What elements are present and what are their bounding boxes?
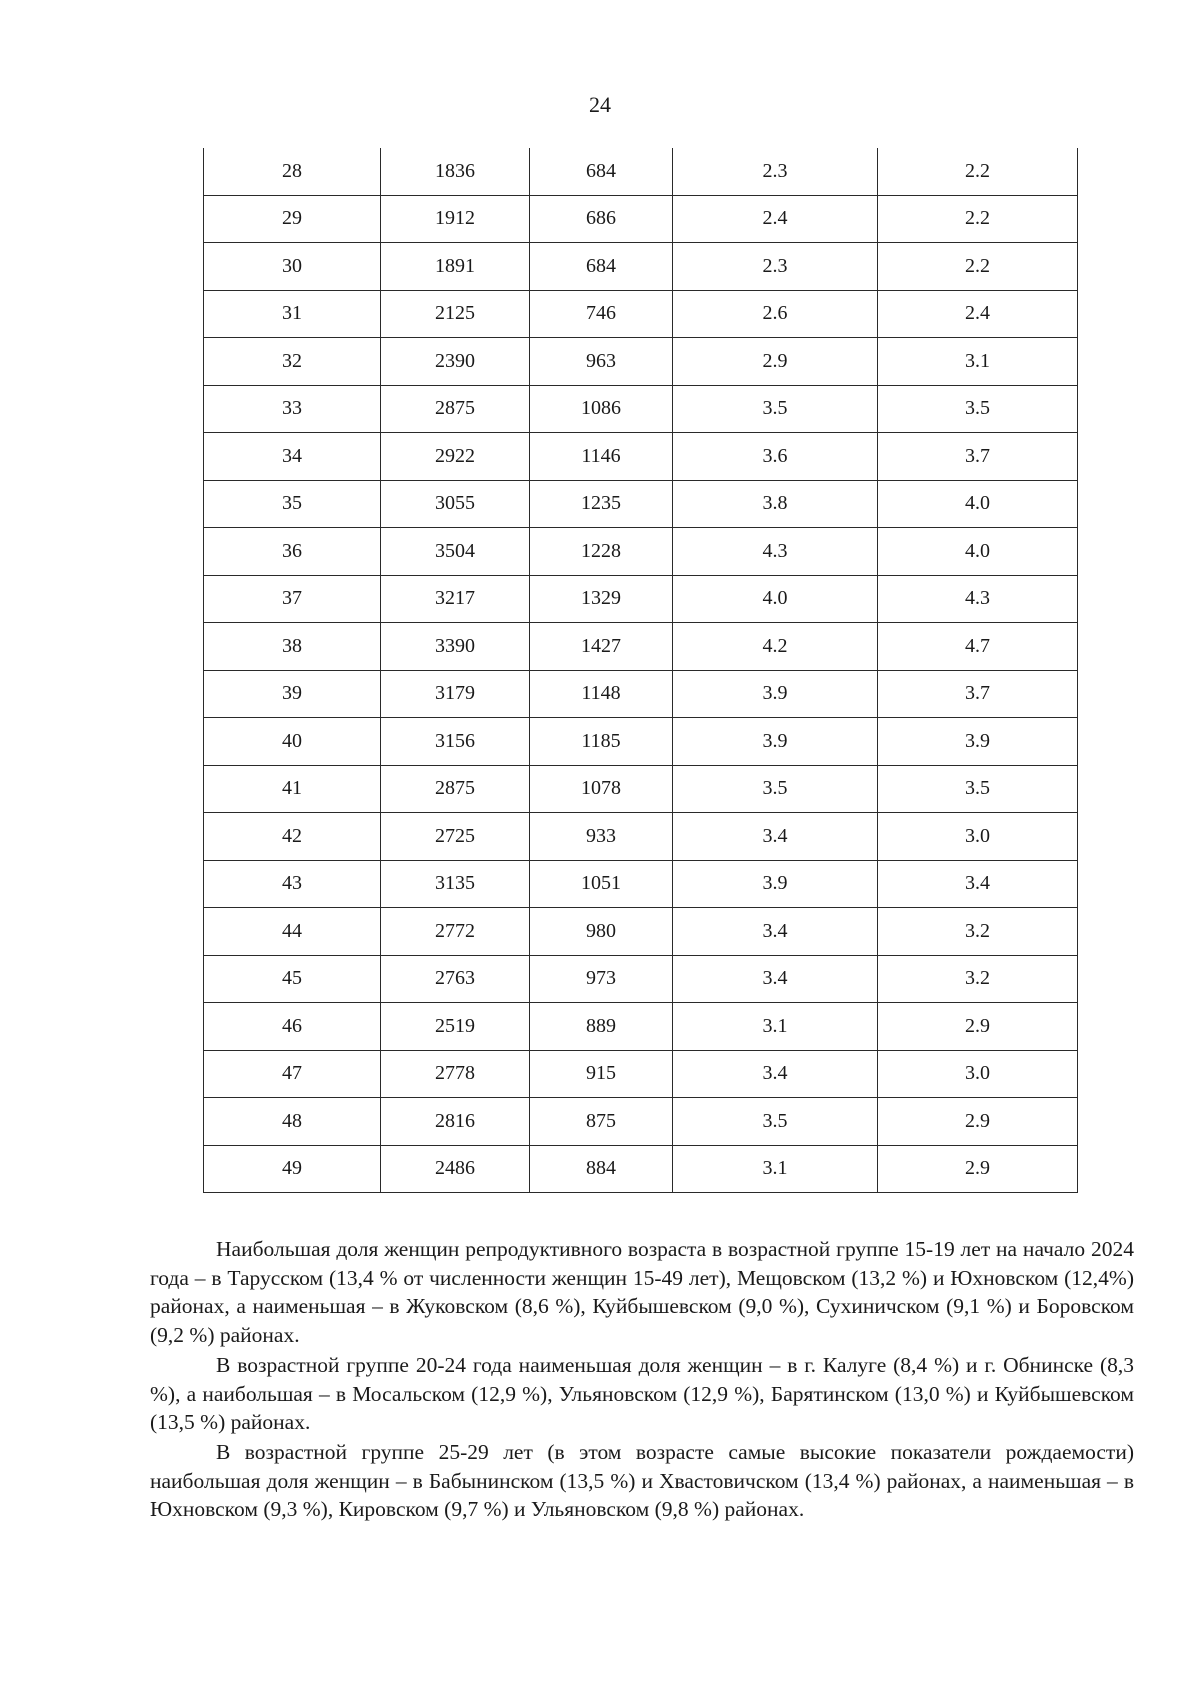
table-cell: 35	[204, 480, 381, 528]
table-cell: 4.0	[673, 575, 878, 623]
table-cell: 2.9	[878, 1003, 1078, 1051]
table-cell: 684	[530, 243, 673, 291]
table-row	[204, 765, 1078, 813]
table-cell: 42	[204, 813, 381, 861]
table-cell: 3217	[381, 575, 530, 623]
table-cell: 47	[204, 1050, 381, 1098]
table-cell: 2725	[381, 813, 530, 861]
table-row	[204, 908, 1078, 956]
table-cell: 2816	[381, 1098, 530, 1146]
table-cell: 4.3	[878, 575, 1078, 623]
table-cell: 49	[204, 1145, 381, 1193]
table-cell: 48	[204, 1098, 381, 1146]
table-cell: 875	[530, 1098, 673, 1146]
table-cell: 2772	[381, 908, 530, 956]
table-cell: 2.9	[878, 1098, 1078, 1146]
data-table	[203, 148, 1078, 1193]
table-row	[204, 718, 1078, 766]
table-cell: 933	[530, 813, 673, 861]
table-cell: 29	[204, 195, 381, 243]
table-cell: 4.0	[878, 480, 1078, 528]
table-cell: 884	[530, 1145, 673, 1193]
table-row	[204, 148, 1078, 195]
table-row	[204, 1050, 1078, 1098]
table-cell: 3.4	[673, 955, 878, 1003]
table-cell: 2.6	[673, 290, 878, 338]
table-cell: 3504	[381, 528, 530, 576]
table-cell: 1078	[530, 765, 673, 813]
table-cell: 3.5	[878, 765, 1078, 813]
table-row	[204, 195, 1078, 243]
table-cell: 2.2	[878, 148, 1078, 195]
table-cell: 45	[204, 955, 381, 1003]
paragraph: Наибольшая доля женщин репродуктивного возраста в возрастной группе 15-19 лет на начало 2024 года – в Тарусском (13,4 % от численности женщин 15-49 лет), Мещовском (13,2 %) и Юхновском (12,4%) районах, а наименьшая – в Жуковском (8,6 %), Куйбышевском (9,0 %), Сухиничском (9,1 %) и Боровском (9,2 %) районах.	[150, 1237, 1134, 1348]
table-cell: 3.0	[878, 1050, 1078, 1098]
table-row	[204, 290, 1078, 338]
table-row	[204, 1098, 1078, 1146]
table-cell: 2486	[381, 1145, 530, 1193]
table-cell: 684	[530, 148, 673, 195]
table-cell: 1235	[530, 480, 673, 528]
table-cell: 40	[204, 718, 381, 766]
table-cell: 37	[204, 575, 381, 623]
table-cell: 1146	[530, 433, 673, 481]
table-cell: 2.3	[673, 243, 878, 291]
table-cell: 3.5	[878, 385, 1078, 433]
table-cell: 3.2	[878, 908, 1078, 956]
table-cell: 3.9	[878, 718, 1078, 766]
table-cell: 1427	[530, 623, 673, 671]
table-row	[204, 528, 1078, 576]
paragraph: В возрастной группе 20-24 года наименьшая доля женщин – в г. Калуге (8,4 %) и г. Обнинске (8,3 %), а наибольшая – в Мосальском (12,9 %), Ульяновском (12,9 %), Барятинском (13,0 %) и Куйбышевском (13,5 %) районах.	[150, 1352, 1134, 1435]
table-cell: 1836	[381, 148, 530, 195]
table-cell: 1086	[530, 385, 673, 433]
table-row	[204, 1003, 1078, 1051]
table-cell: 2.4	[878, 290, 1078, 338]
table-cell: 3.9	[673, 670, 878, 718]
table-cell: 3135	[381, 860, 530, 908]
table-cell: 3.6	[673, 433, 878, 481]
table-cell: 1891	[381, 243, 530, 291]
table-row	[204, 860, 1078, 908]
table-cell: 3.4	[673, 813, 878, 861]
table-cell: 4.7	[878, 623, 1078, 671]
table-cell: 39	[204, 670, 381, 718]
table-cell: 980	[530, 908, 673, 956]
table-row	[204, 575, 1078, 623]
table-cell: 30	[204, 243, 381, 291]
table-cell: 2922	[381, 433, 530, 481]
table-row	[204, 955, 1078, 1003]
table-cell: 2.2	[878, 243, 1078, 291]
table-cell: 3.9	[673, 860, 878, 908]
page-number: 24	[589, 92, 611, 117]
table-cell: 36	[204, 528, 381, 576]
table-cell: 2125	[381, 290, 530, 338]
table-cell: 2763	[381, 955, 530, 1003]
table-row	[204, 243, 1078, 291]
table-cell: 2.3	[673, 148, 878, 195]
table-cell: 1148	[530, 670, 673, 718]
body-text	[150, 1235, 1134, 1525]
table-cell: 2519	[381, 1003, 530, 1051]
table-cell: 915	[530, 1050, 673, 1098]
table-cell: 34	[204, 433, 381, 481]
table-row	[204, 1145, 1078, 1193]
table-cell: 1329	[530, 575, 673, 623]
table-cell: 3.5	[673, 1098, 878, 1146]
table-cell: 2.9	[673, 338, 878, 386]
table-cell: 33	[204, 385, 381, 433]
table-cell: 2.4	[673, 195, 878, 243]
table-cell: 3055	[381, 480, 530, 528]
table-body	[204, 148, 1078, 1193]
table-cell: 3.7	[878, 670, 1078, 718]
table-cell: 973	[530, 955, 673, 1003]
table-cell: 32	[204, 338, 381, 386]
table-cell: 43	[204, 860, 381, 908]
table-cell: 1051	[530, 860, 673, 908]
table-cell: 38	[204, 623, 381, 671]
table-cell: 4.2	[673, 623, 878, 671]
table-cell: 46	[204, 1003, 381, 1051]
table-cell: 31	[204, 290, 381, 338]
table-cell: 1185	[530, 718, 673, 766]
table-cell: 963	[530, 338, 673, 386]
table-row	[204, 480, 1078, 528]
paragraph: В возрастной группе 25-29 лет (в этом возрасте самые высокие показатели рождаемости) наибольшая доля женщин – в Бабынинском (13,5 %) и Хвастовичском (13,4 %) районах, а наименьшая – в Юхновском (9,3 %), Кировском (9,7 %) и Ульяновском (9,8 %) районах.	[150, 1439, 1134, 1522]
table-cell: 3.1	[673, 1003, 878, 1051]
table-cell: 4.3	[673, 528, 878, 576]
table-row	[204, 338, 1078, 386]
table-cell: 3.5	[673, 765, 878, 813]
table-cell: 2778	[381, 1050, 530, 1098]
table-cell: 3156	[381, 718, 530, 766]
table-cell: 2875	[381, 385, 530, 433]
table-cell: 3.9	[673, 718, 878, 766]
table-cell: 3.4	[673, 908, 878, 956]
table-row	[204, 433, 1078, 481]
table-cell: 3.2	[878, 955, 1078, 1003]
table-cell: 3.0	[878, 813, 1078, 861]
table-cell: 4.0	[878, 528, 1078, 576]
table-cell: 3.4	[878, 860, 1078, 908]
table-cell: 2390	[381, 338, 530, 386]
table-cell: 3.4	[673, 1050, 878, 1098]
table-row	[204, 623, 1078, 671]
table-row	[204, 670, 1078, 718]
table-cell: 1912	[381, 195, 530, 243]
table-cell: 3.1	[673, 1145, 878, 1193]
table-cell: 3.1	[878, 338, 1078, 386]
table-cell: 686	[530, 195, 673, 243]
table-cell: 889	[530, 1003, 673, 1051]
table-cell: 1228	[530, 528, 673, 576]
table-cell: 41	[204, 765, 381, 813]
table-cell: 44	[204, 908, 381, 956]
table-cell: 3.8	[673, 480, 878, 528]
table-cell: 28	[204, 148, 381, 195]
table-row	[204, 813, 1078, 861]
table-cell: 746	[530, 290, 673, 338]
table-cell: 2.9	[878, 1145, 1078, 1193]
table-cell: 3179	[381, 670, 530, 718]
table-cell: 3.7	[878, 433, 1078, 481]
table-cell: 3390	[381, 623, 530, 671]
table-cell: 2875	[381, 765, 530, 813]
table-cell: 3.5	[673, 385, 878, 433]
table-cell: 2.2	[878, 195, 1078, 243]
table-row	[204, 385, 1078, 433]
